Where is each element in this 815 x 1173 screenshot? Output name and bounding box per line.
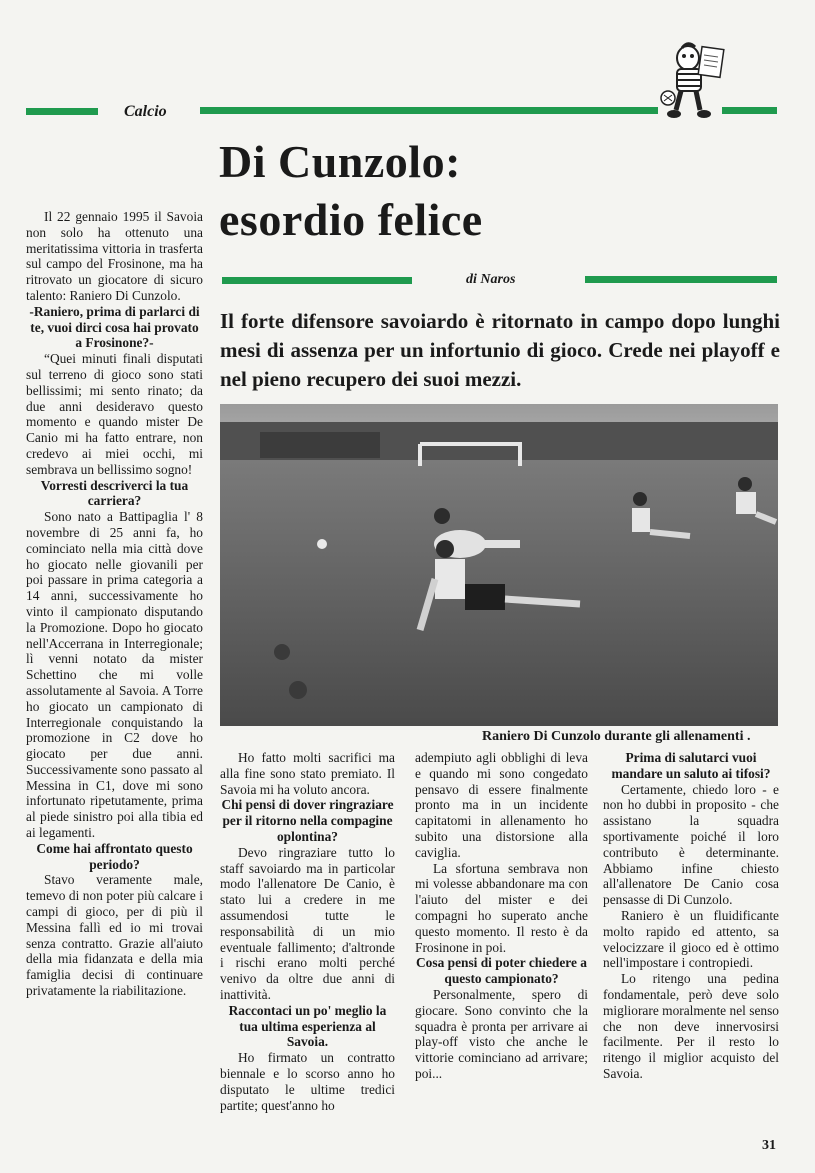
column-3 [415,750,588,1082]
paragraph: Personalmente, spero di giocare. Sono convinto che la squadra è pronta per arrivare ai play-off visto che anche le vittorie cominciano ad arrivare; poi... [415,986,588,1081]
section-rule-middle [200,107,658,114]
page-number: 31 [762,1138,776,1153]
section-rule-left [26,108,98,115]
paragraph: “Quei minuti finali disputati sul terreno di gioco sono stati bellissimi; mi sento rinato; da due anni desideravo questo momento e quando mister De Canio mi ha fatto entrare, non credevo ai miei occhi, mi sembrava un bellissimo sogno! [26,351,203,477]
interview-question: Chi pensi di dover ringraziare per il ritorno nella compagine oplontina? [221,797,394,844]
section-label: Calcio [124,103,167,120]
interview-question: Raccontaci un po' meglio la tua ultima esperienza al Savoia. [228,1002,387,1050]
interview-question: Vorresti descriverci la tua carriera? [40,477,189,509]
interview-question: -Raniero, prima di parlarci di te, vuoi dirci cosa hai provato a Frosinone?- [29,303,200,351]
column-1 [26,209,203,999]
interview-question: Cosa pensi di poter chiedere a questo campionato? [416,955,587,987]
paragraph: adempiuto agli obblighi di leva e quando mi sono congedato pensavo di essere finalmente pronto ma in un incidente capitatomi in allenamento ho subito una distorsione alla caviglia. [415,750,588,860]
paragraph: Raniero è un fluidificante molto rapido ed attento, sa velocizzare il gioco ed è ottimo nell'impostare i contropiedi. [603,907,779,971]
paragraph: Il 22 gennaio 1995 il Savoia non solo ha ottenuto una meritatissima vittoria in trasferta sul campo del Frosinone, ma ha ritrovato un giocatore di sicuro talento: Raniero Di Cunzolo. [26,209,203,303]
paragraph: Devo ringraziare tutto lo staff savoiardo ma in particolar modo l'allenatore De Canio, è stato lui a credere in me assumendosi tutte le responsabilità di un mio eventuale fallimento; d'altronde i rischi erano molti perché venivo da oltre due anni di inattività. [220,844,395,1002]
section-rule-right [722,107,777,114]
paragraph: Stavo veramente male, temevo di non poter più calcare i campi di gioco, per di più il Messina fallì ed io mi trovai senza contratto. Grazie all'aiuto della mia fidanzata e della mia famiglia decisi di continuare privatamente la riabilitazione. [26,872,203,999]
interview-question: Come hai affrontato questo periodo? [36,840,193,872]
paragraph: Sono nato a Battipaglia l' 8 novembre di 25 anni fa, ho cominciato nella mia città dove ho giocato nelle giovanili per poi passare in prima categoria a 14 anni, successivamente ho vinto il campionato disputando la Promozione. Dopo ho giocato nell'Accerrana in Interregionale; lì venni notato da mister Schettino che mi volle assolutamente al Savoia. A Torre ho giocato un campionato di Interregionale conquistando la promozione in C2 dove ho giocato per due anni. Successivamente sono passato al Messina in C1, dove mi sono infortunato ripetutamente, prima al piede sinistro poi alla tibia ed ai legamenti. [26,509,203,841]
title-line-2: esordio felice [219,194,483,245]
training-photo [220,404,778,726]
author-rule-right [585,276,777,283]
lead-paragraph: Il forte difensore savoiardo è ritornato in campo dopo lunghi mesi di assenza per un infortunio di gioco. Crede nei playoff e nel pieno recupero dei suoi mezzi. [220,309,780,391]
title-line-1: Di Cunzolo: [219,136,461,187]
column-2 [220,750,395,1113]
column-4 [603,750,779,1082]
interview-question: Prima di salutarci vuoi mandare un saluto ai tifosi? [611,750,771,781]
author-rule-left [222,277,412,284]
article-title [219,133,483,249]
paragraph: Lo ritengo una pedina fondamentale, però deve solo migliorare moralmente nel senso che non deve innervosirsi facilmente. Per il resto lo ritengo il miglior acquisto del Savoia. [603,971,779,1081]
paragraph: Ho firmato un contratto biennale e lo scorso anno ho disputato le ultime tredici partite; quest'anno ho [220,1050,395,1113]
paragraph: La sfortuna sembrava non mi volesse abbandonare ma con l'aiuto del mister e dei compagni ho superato anche questo momento. Il resto è da Frosinone in poi. [415,860,588,955]
paragraph: Ho fatto molti sacrifici ma alla fine sono stato premiato. Il Savoia mi ha voluto ancora. [220,750,395,797]
author-byline: di Naros [466,272,516,287]
photo-caption: Raniero Di Cunzolo durante gli allenamenti . [482,729,751,744]
paragraph: Certamente, chiedo loro - e non ho dubbi in proposito - che assistano la squadra sportivamente poiché il loro contributo è determinante. Abbiamo infine chiesto all'allenatore De Canio cosa pensasse di Di Cunzolo. [603,781,779,908]
